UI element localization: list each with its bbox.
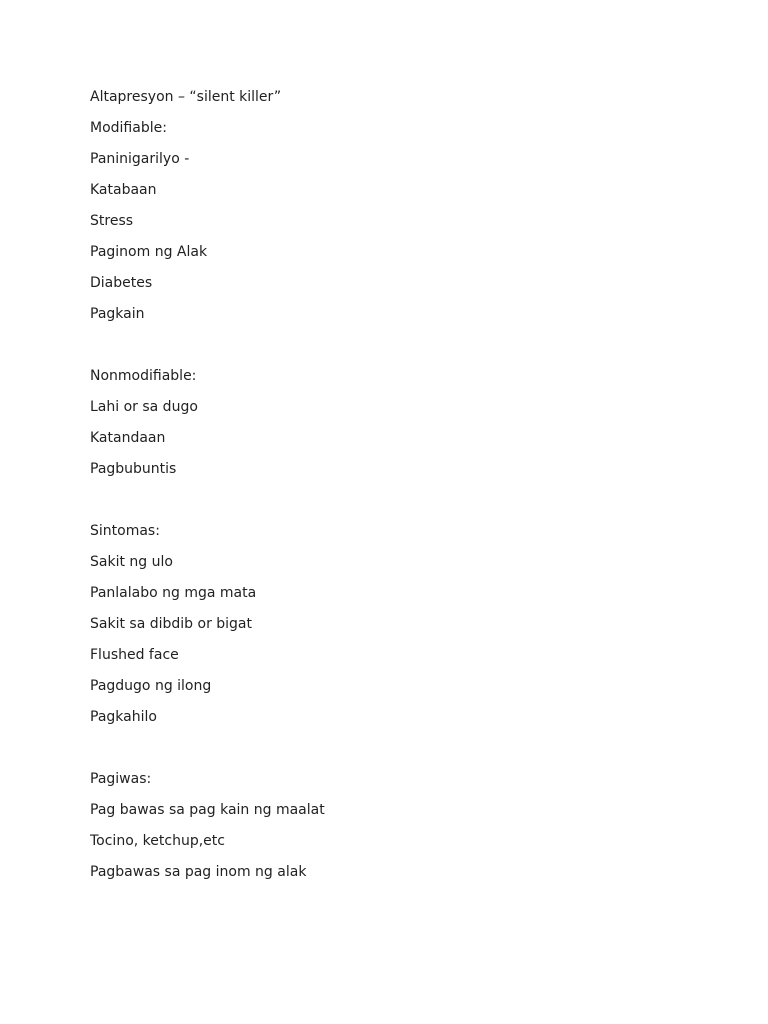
list-item: Paginom ng Alak (90, 244, 208, 260)
document-body (90, 87, 690, 893)
document-title: Altapresyon – “silent killer” (90, 89, 282, 105)
list-item: Pagkahilo (90, 709, 157, 725)
list-item: Katandaan (90, 430, 166, 446)
section-heading-pagiwas: Pagiwas: (90, 771, 152, 787)
list-item: Stress (90, 213, 134, 229)
list-item: Diabetes (90, 275, 153, 291)
section-heading-sintomas: Sintomas: (90, 523, 160, 539)
section-spacer (90, 738, 690, 769)
section-heading-modifiable: Modifiable: (90, 120, 167, 136)
list-item: Sakit ng ulo (90, 554, 173, 570)
section-spacer (90, 335, 690, 366)
list-item: Katabaan (90, 182, 157, 198)
list-item: Pag bawas sa pag kain ng maalat (90, 802, 325, 818)
list-item: Pagbubuntis (90, 461, 177, 477)
section-heading-nonmodifiable: Nonmodifiable: (90, 368, 197, 384)
list-item: Sakit sa dibdib or bigat (90, 616, 253, 632)
section-spacer (90, 490, 690, 521)
list-item: Panlalabo ng mga mata (90, 585, 257, 601)
list-item: Lahi or sa dugo (90, 399, 198, 415)
list-item: Tocino, ketchup,etc (90, 833, 225, 849)
list-item: Pagdugo ng ilong (90, 678, 212, 694)
list-item: Pagkain (90, 306, 145, 322)
list-item: Paninigarilyo - (90, 151, 190, 167)
list-item: Flushed face (90, 647, 179, 663)
list-item: Pagbawas sa pag inom ng alak (90, 864, 307, 880)
